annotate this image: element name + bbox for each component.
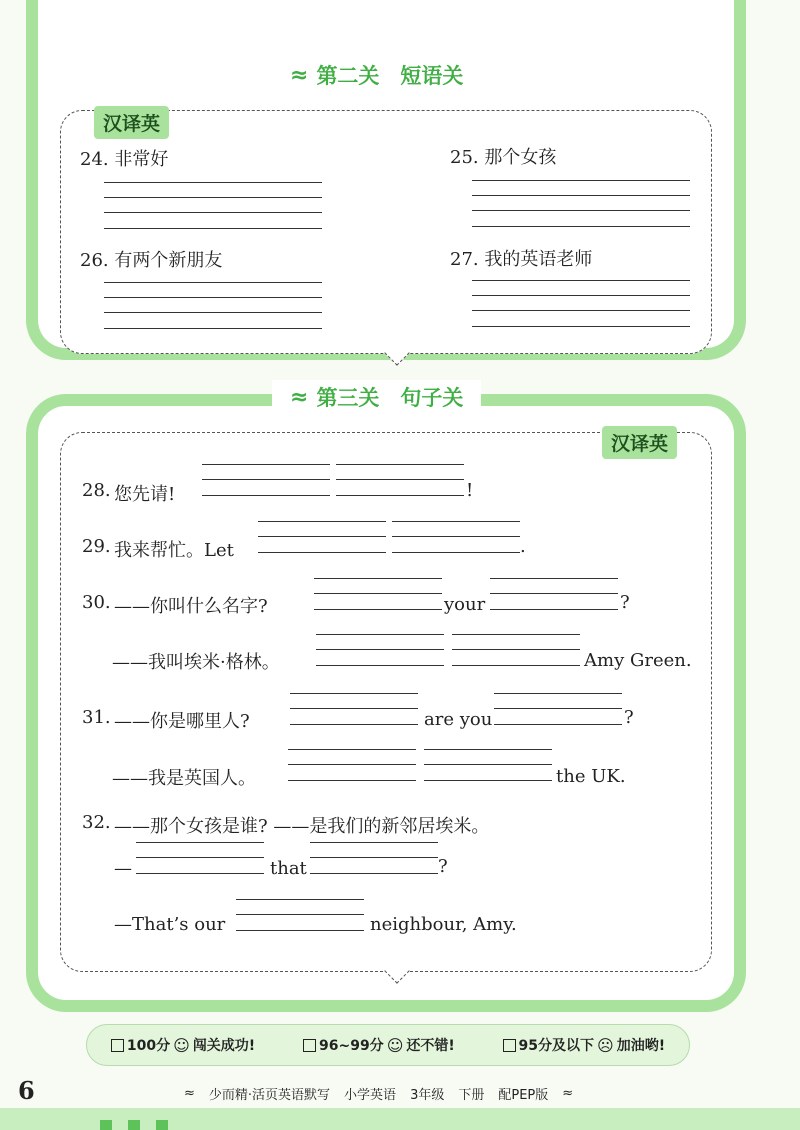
score-text: 还不错! bbox=[406, 1038, 455, 1054]
answer-31-blank-1[interactable] bbox=[290, 693, 418, 727]
volume: 下册 bbox=[458, 1088, 485, 1103]
question-31-end: ? bbox=[624, 707, 634, 728]
answer-lines-27[interactable] bbox=[472, 280, 690, 330]
question-29-text: 我来帮忙。Let bbox=[114, 540, 234, 561]
question-text: 那个女孩 bbox=[484, 147, 557, 168]
score-label: 96~99分 bbox=[318, 1038, 384, 1054]
question-number: 25. bbox=[450, 147, 479, 168]
question-31-text: ——你是哪里人? bbox=[114, 711, 250, 732]
question-text: 有两个新朋友 bbox=[114, 250, 223, 271]
section2-title-text: 第二关 短语关 bbox=[316, 64, 464, 88]
answer-30-blank-3[interactable] bbox=[316, 634, 444, 668]
score-item-1 bbox=[111, 1035, 255, 1055]
question-30-text: ——你叫什么名字? bbox=[114, 596, 268, 617]
question-30-answer-text: ——我叫埃米·格林。 bbox=[112, 652, 280, 673]
series-name: 少而精·活页英语默写 bbox=[208, 1088, 331, 1103]
question-text: 非常好 bbox=[114, 149, 169, 170]
question-32-end: ? bbox=[438, 856, 448, 877]
checkbox-icon[interactable] bbox=[111, 1039, 124, 1052]
answer-29-blank-2[interactable] bbox=[392, 521, 520, 555]
checkbox-icon[interactable] bbox=[303, 1039, 316, 1052]
bottom-mark bbox=[100, 1120, 112, 1130]
question-number: 26. bbox=[80, 250, 109, 271]
answer-31-blank-4[interactable] bbox=[424, 749, 552, 783]
answer-31-blank-2[interactable] bbox=[494, 693, 622, 727]
question-30-end: ? bbox=[620, 592, 630, 613]
answer-30-blank-1[interactable] bbox=[314, 578, 442, 612]
answer-31-blank-3[interactable] bbox=[288, 749, 416, 783]
score-item-2 bbox=[303, 1035, 455, 1055]
determined-face-icon: ☹ bbox=[597, 1035, 614, 1055]
section3-title bbox=[272, 380, 481, 414]
answer-30-blank-4[interactable] bbox=[452, 634, 580, 668]
section2-title bbox=[272, 58, 481, 92]
footer bbox=[0, 1076, 800, 1106]
score-label: 100分 bbox=[126, 1038, 171, 1054]
bottom-mark bbox=[156, 1120, 168, 1130]
section3-title-text: 第三关 句子关 bbox=[316, 386, 464, 410]
section3-badge: 汉译英 bbox=[602, 426, 677, 459]
bottom-band bbox=[0, 1108, 800, 1130]
wave-icon: ≈ bbox=[290, 384, 309, 410]
question-32-dash: — bbox=[114, 858, 132, 879]
question-28-number: 28. bbox=[82, 480, 111, 501]
question-28-text: 您先请! bbox=[114, 484, 176, 505]
question-number: 27. bbox=[450, 249, 479, 270]
question-26 bbox=[80, 246, 222, 272]
page-number: 6 bbox=[18, 1076, 35, 1105]
question-32-text: ——那个女孩是谁? ——是我们的新邻居埃米。 bbox=[114, 816, 490, 837]
question-30-number: 30. bbox=[82, 592, 111, 613]
answer-29-blank-1[interactable] bbox=[258, 521, 386, 555]
question-text: 我的英语老师 bbox=[484, 249, 593, 270]
question-32-number: 32. bbox=[82, 812, 111, 833]
footer-text bbox=[184, 1084, 573, 1103]
question-30-end-2: Amy Green. bbox=[584, 650, 692, 671]
question-32-line2-start: —That’s our bbox=[114, 914, 226, 935]
answer-lines-24[interactable] bbox=[104, 182, 322, 232]
answer-lines-26[interactable] bbox=[104, 282, 322, 332]
checkbox-icon[interactable] bbox=[503, 1039, 516, 1052]
wave-icon: ≈ bbox=[290, 62, 309, 88]
subject: 小学英语 bbox=[344, 1088, 397, 1103]
question-32-mid: that bbox=[270, 858, 307, 879]
answer-28-blank-1[interactable] bbox=[202, 464, 330, 498]
question-29-number: 29. bbox=[82, 536, 111, 557]
answer-lines-25[interactable] bbox=[472, 180, 690, 230]
smiling-face-icon: ☺ bbox=[173, 1035, 190, 1055]
question-31-answer-text: ——我是英国人。 bbox=[112, 768, 256, 789]
answer-32-blank-2[interactable] bbox=[310, 842, 438, 876]
question-31-number: 31. bbox=[82, 707, 111, 728]
score-text: 闯关成功! bbox=[192, 1038, 256, 1054]
grade: 3年级 bbox=[410, 1088, 445, 1103]
answer-32-blank-3[interactable] bbox=[236, 899, 364, 933]
question-31-mid: are you bbox=[424, 709, 493, 730]
question-31-end-2: the UK. bbox=[556, 766, 626, 787]
answer-30-blank-2[interactable] bbox=[490, 578, 618, 612]
score-label: 95分及以下 bbox=[518, 1038, 595, 1054]
answer-28-blank-2[interactable] bbox=[336, 464, 464, 498]
score-bar bbox=[86, 1024, 690, 1066]
question-30-mid: your bbox=[444, 594, 486, 615]
bottom-mark bbox=[128, 1120, 140, 1130]
question-number: 24. bbox=[80, 149, 109, 170]
question-27 bbox=[450, 245, 592, 271]
edition: 配PEP版 bbox=[498, 1088, 549, 1103]
question-32-line2-end: neighbour, Amy. bbox=[370, 914, 517, 935]
question-24 bbox=[80, 145, 168, 171]
wave-icon: ≈ bbox=[184, 1086, 195, 1101]
question-28-end: ! bbox=[466, 480, 474, 501]
wave-icon: ≈ bbox=[562, 1086, 574, 1101]
question-25 bbox=[450, 143, 556, 169]
section2-badge: 汉译英 bbox=[94, 106, 169, 139]
score-item-3 bbox=[503, 1035, 666, 1055]
smiley-face-icon: ☺ bbox=[386, 1035, 404, 1055]
question-29-end: . bbox=[520, 536, 526, 557]
answer-32-blank-1[interactable] bbox=[136, 842, 264, 876]
score-text: 加油哟! bbox=[616, 1038, 666, 1054]
